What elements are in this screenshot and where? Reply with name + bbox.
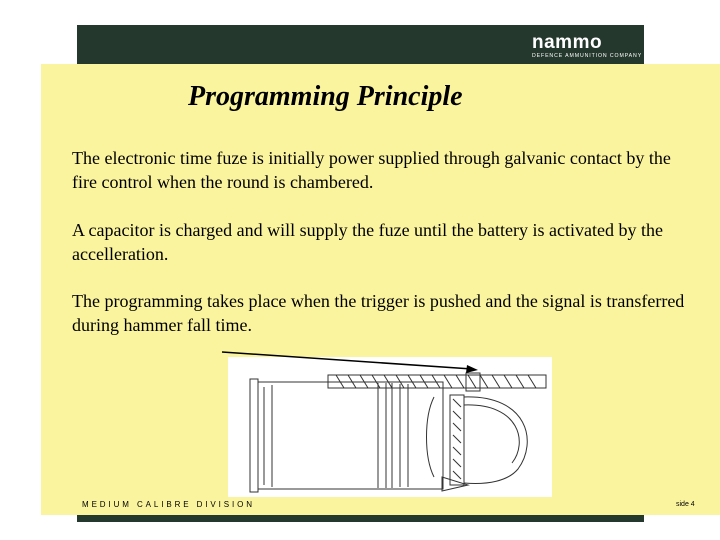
footer-page-number: side 4 (676, 501, 695, 508)
fuze-cross-section-drawing (228, 357, 552, 497)
paragraph-capacitor: A capacitor is charged and will supply the fuze until the battery is activated by the accelleration. (72, 220, 663, 264)
nammo-logo (532, 32, 643, 63)
footer-division: MEDIUM CALIBRE DIVISION (82, 500, 255, 509)
slide-title: Programming Principle (188, 81, 463, 112)
paragraph-power-supply: The electronic time fuze is initially power supplied through galvanic contact by the fire control when the round is chambered. (72, 148, 671, 192)
logo-tagline: DEFENCE AMMUNITION COMPANY (532, 53, 643, 59)
paragraph-programming: The programming takes place when the trigger is pushed and the signal is transferred during hammer fall time. (72, 291, 685, 335)
logo-wordmark: nammo (532, 32, 603, 53)
